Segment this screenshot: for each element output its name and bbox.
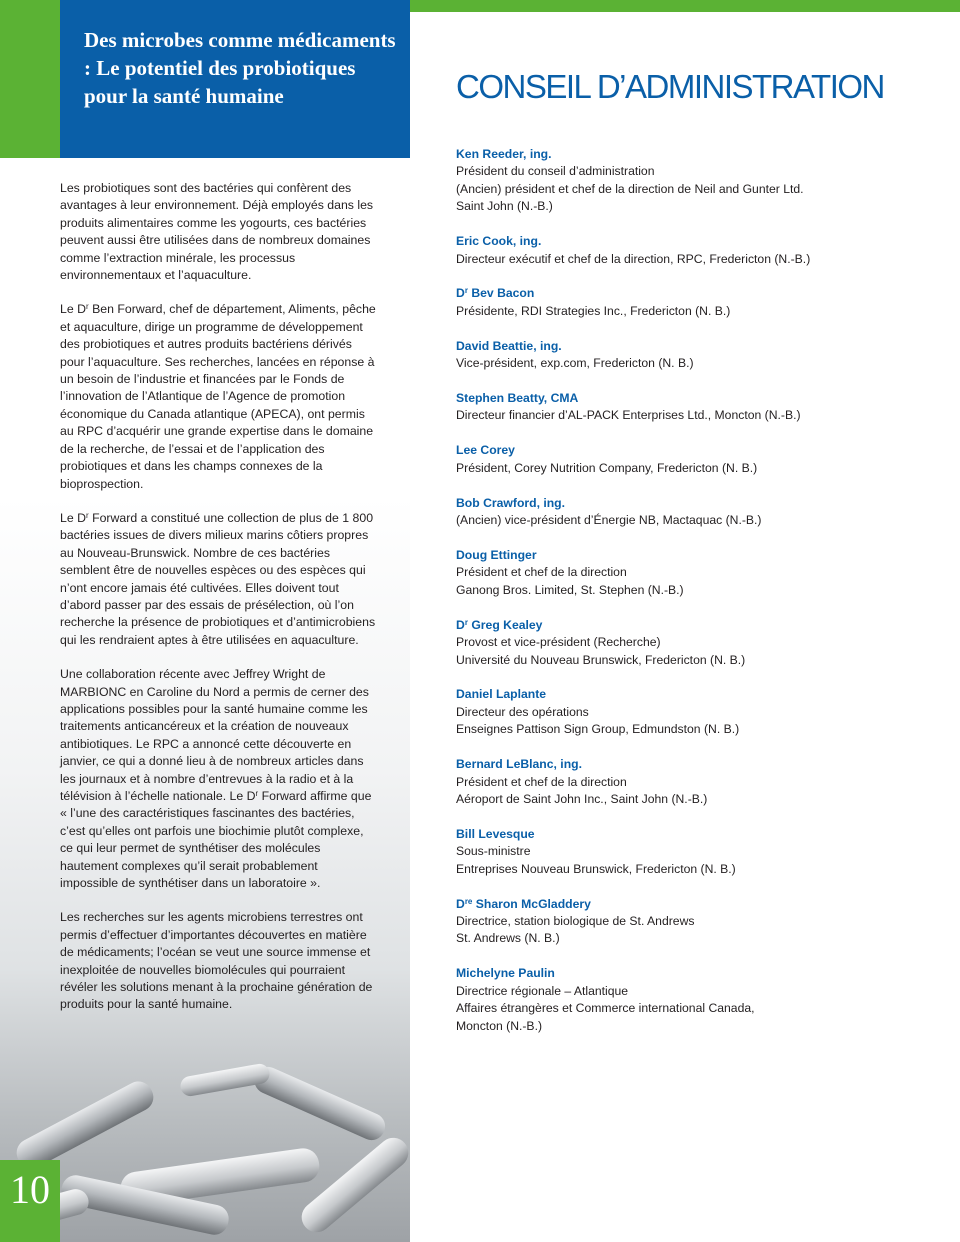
article-body — [60, 180, 378, 1031]
board-member — [456, 896, 926, 948]
member-name: Daniel Laplante — [456, 687, 547, 702]
member-name: Dre Sharon McGladdery — [456, 896, 591, 911]
board-member — [456, 233, 926, 268]
member-detail: Enseignes Pattison Sign Group, Edmundston (N. B.) — [456, 722, 740, 737]
board-member — [456, 547, 926, 599]
member-detail: Sous-ministre — [456, 844, 531, 859]
member-detail: Directrice régionale – Atlantique — [456, 983, 629, 998]
member-name: Michelyne Paulin — [456, 966, 555, 981]
member-name: Eric Cook, ing. — [456, 234, 542, 249]
paragraph: Le $D^r$ Ben Forward, chef de département, Aliments, pêche et aquaculture, dirige un programme de développement des probiotiques et autres produits bactériens dérivés pour l’aquaculture. Ses recherches, lancées en réponse à un besoin de l’industrie et financées par le Fonds de l’innovation de l’Atlantique de l’Agence de promotion économique du Canada atlantique (APECA), ont permis au RPC d’acquérir une grande expertise dans le domaine de la recherche, de l’essai et de l’application des probiotiques et dans les champs connexes de la bioprospection. — [60, 302, 376, 491]
member-name: Bob Crawford, ing. — [456, 495, 566, 510]
paragraph: Les probiotiques sont des bactéries qui confèrent des avantages à leur environnement. Déjà employés dans les produits alimentaires comme les yogourts, ces bactéries peuvent aussi être utilisées dans de nombreux domaines comme l’extraction minérale, les processus environnementaux et l’aquaculture. — [60, 181, 374, 283]
article-title-box — [60, 0, 410, 158]
board-member — [456, 146, 926, 216]
member-name: Stephen Beatty, CMA — [456, 391, 579, 406]
board-member-list — [456, 146, 926, 1052]
member-name: David Beattie, ing. — [456, 338, 562, 353]
paragraph: Une collaboration récente avec Jeffrey Wright de MARBIONC en Caroline du Nord a permis de cerner des applications possibles pour la santé humaine comme les traitements anticancéreux et la création de nouveaux antibiotiques. Le RPC a annoncé cette découverte en janvier, ce qui a donné lieu à de nombreux articles dans les journaux et à nombre d’entrevues à la radio et à la télévision à l’échelle nationale. Le $D^r$ Forward affirme que « l’une des caractéristiques fascinantes des bactéries, c’est qu’elles ont parfois une biochimie plutôt complexe, ce qui leur permet de synthétiser des molécules hautement complexes qu’il serait probablement impossible de synthétiser dans un laboratoire ». — [60, 667, 372, 891]
member-name: $D^r$ Greg Kealey — [456, 617, 543, 632]
member-detail: Entreprises Nouveau Brunswick, Fredericton (N. B.) — [456, 861, 736, 876]
board-member — [456, 617, 926, 669]
board-member — [456, 686, 926, 738]
member-name: $D^r$ Bev Bacon — [456, 286, 535, 301]
member-detail: Aéroport de Saint John Inc., Saint John (N.-B.) — [456, 791, 708, 806]
member-detail: Directeur des opérations — [456, 704, 589, 719]
member-detail: (Ancien) président et chef de la direction de Neil and Gunter Ltd. — [456, 181, 804, 196]
board-member — [456, 756, 926, 808]
board-member — [456, 442, 926, 477]
member-detail: Saint John (N.-B.) — [456, 199, 553, 214]
green-accent-top-bar — [410, 0, 960, 12]
member-detail: Président et chef de la direction — [456, 565, 627, 580]
paragraph: Les recherches sur les agents microbiens terrestres ont permis d’effectuer d’importantes découvertes en matière de médicaments; l’océan se veut une source immense et inexploitée de nouvelles biomolécules qui pourraient révéler les solutions menant à la prochaine génération de produits pour la santé humaine. — [60, 910, 373, 1012]
member-detail: Affaires étrangères et Commerce international Canada, — [456, 1001, 755, 1016]
board-member — [456, 338, 926, 373]
member-detail: Directeur financier d’AL-PACK Enterprises Ltd., Moncton (N.-B.) — [456, 408, 801, 423]
member-detail: (Ancien) vice-président d’Énergie NB, Mactaquac (N.-B.) — [456, 513, 762, 528]
member-detail: Directeur exécutif et chef de la direction, RPC, Fredericton (N.-B.) — [456, 251, 811, 266]
member-detail: Université du Nouveau Brunswick, Fredericton (N. B.) — [456, 652, 746, 667]
member-detail: Président du conseil d’administration — [456, 164, 655, 179]
member-detail: Directrice, station biologique de St. Andrews — [456, 914, 695, 928]
member-detail: Président, Corey Nutrition Company, Fredericton (N. B.) — [456, 460, 758, 475]
member-name: Doug Ettinger — [456, 548, 537, 562]
member-detail: Président et chef de la direction — [456, 774, 627, 789]
board-member — [456, 390, 926, 425]
section-title: CONSEIL D’ADMINISTRATION — [456, 68, 884, 105]
member-detail: Provost et vice-président (Recherche) — [456, 635, 661, 650]
board-member — [456, 826, 926, 878]
green-accent-top-left — [0, 0, 60, 158]
member-detail: St. Andrews (N. B.) — [456, 931, 560, 946]
member-name: Lee Corey — [456, 443, 515, 458]
member-detail: Ganong Bros. Limited, St. Stephen (N.-B.) — [456, 582, 684, 597]
member-name: Bill Levesque — [456, 826, 535, 841]
board-member — [456, 965, 926, 1035]
member-detail: Présidente, RDI Strategies Inc., Fredericton (N. B.) — [456, 303, 731, 318]
member-detail: Vice-président, exp.com, Fredericton (N. B.) — [456, 356, 694, 371]
bacteria-illustration — [0, 1050, 410, 1242]
board-member — [456, 495, 926, 530]
page-number: 10 — [10, 1167, 50, 1212]
paragraph: Le $D^r$ Forward a constitué une collection de plus de 1 800 bactéries issues de divers milieux marins côtiers propres au Nouveau-Brunswick. Nombre de ces bactéries semblent être de nouvelles espèces ou des espèces qui n’ont encore jamais été cultivées. Elles doivent tout d’abord passer par des essais de présélection, où l’on recherche la présence de probiotiques et d’antimicrobiens qui les rendraient aptes à être utilisées en aquaculture. — [60, 510, 376, 647]
article-title: Des microbes comme médicaments : Le potentiel des probiotiques pour la santé humaine — [84, 28, 396, 108]
member-name: Bernard LeBlanc, ing. — [456, 757, 582, 772]
member-detail: Moncton (N.-B.) — [456, 1018, 543, 1033]
board-member — [456, 285, 926, 320]
member-name: Ken Reeder, ing. — [456, 147, 552, 161]
